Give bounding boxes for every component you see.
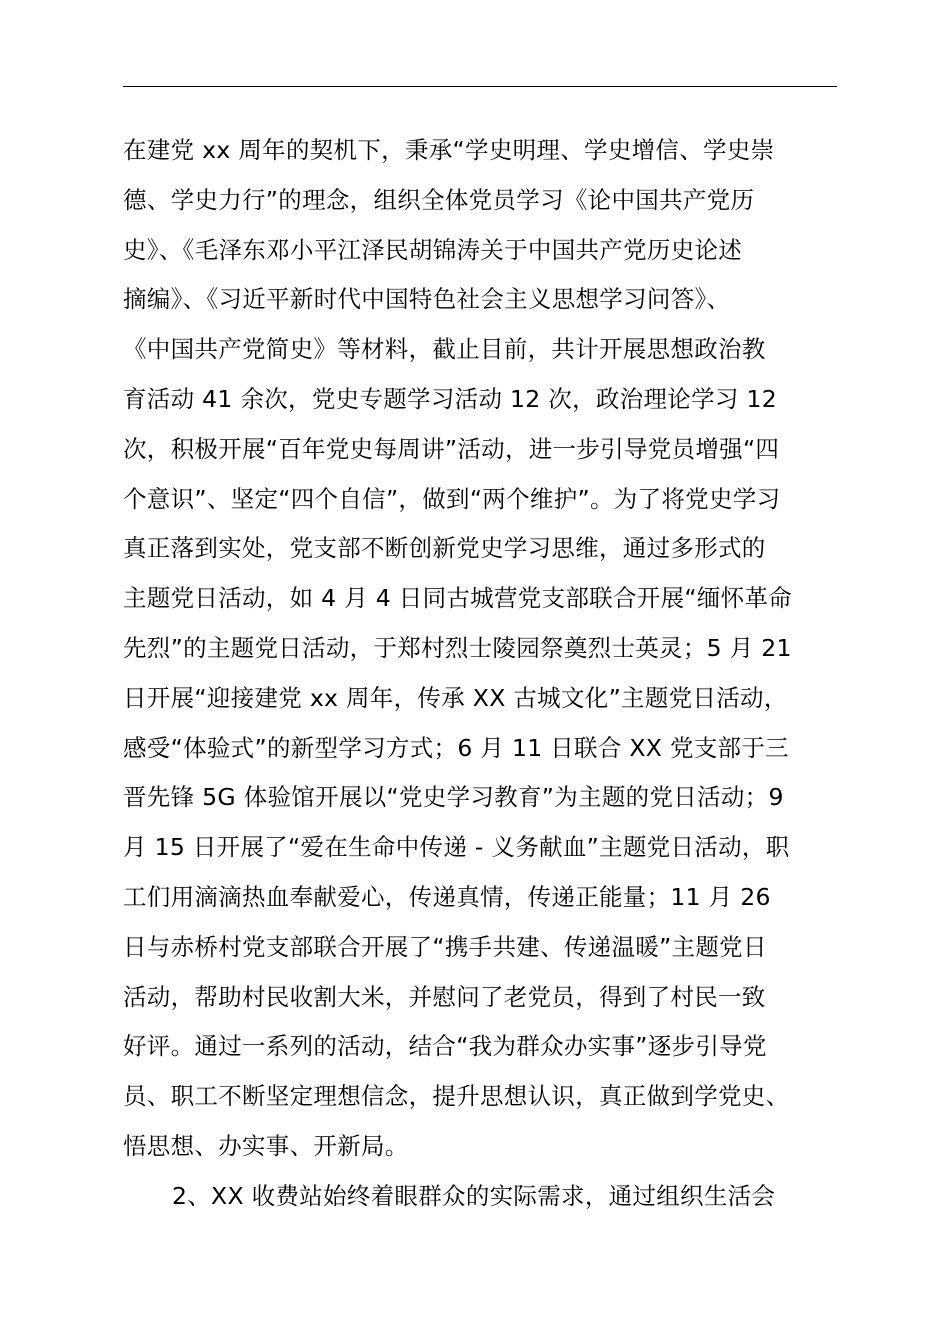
text-line: 好评。通过一系列的活动，结合“我为群众办实事”逐步引导党 <box>123 1032 767 1061</box>
text-line: 真正落到实处，党支部不断创新党史学习思维，通过多形式的 <box>123 534 766 563</box>
document-body <box>123 126 873 1222</box>
text-line: 德、学史力行”的理念，组织全体党员学习《论中国共产党历 <box>123 185 755 214</box>
text-line: 晋先锋 5G 体验馆开展以“党史学习教育”为主题的党日活动；9 <box>123 783 784 812</box>
paragraph-start-line: 2、XX 收费站始终着眼群众的实际需求，通过组织生活会 <box>172 1181 776 1210</box>
text-line: 先烈”的主题党日活动，于郑村烈士陵园祭奠烈士英灵；5 月 21 <box>123 633 792 662</box>
text-line: 员、职工不断坚定理想信念，提升思想认识，真正做到学党史、 <box>123 1082 790 1111</box>
text-line: 育活动 41 余次，党史专题学习活动 12 次，政治理论学习 12 <box>123 384 777 413</box>
text-line: 活动，帮助村民收割大米，并慰问了老党员，得到了村民一致 <box>123 982 766 1011</box>
text-line: 悟思想、办实事、开新局。 <box>123 1131 409 1160</box>
text-line: 日与赤桥村党支部联合开展了“携手共建、传递温暖”主题党日 <box>123 932 767 961</box>
text-line: 史》、《毛泽东邓小平江泽民胡锦涛关于中国共产党历史论述 <box>123 235 743 264</box>
text-line: 日开展“迎接建党 xx 周年，传承 XX 古城文化”主题党日活动， <box>123 683 788 712</box>
text-line: 工们用滴滴热血奉献爱心，传递真情，传递正能量；11 月 26 <box>123 882 771 911</box>
text-line: 感受“体验式”的新型学习方式；6 月 11 日联合 XX 党支部于三 <box>123 733 789 762</box>
text-line: 在建党 xx 周年的契机下，秉承“学史明理、学史增信、学史崇 <box>123 136 775 164</box>
text-line: 主题党日活动，如 4 月 4 日同古城营党支部联合开展“缅怀革命 <box>123 584 793 613</box>
header-rule <box>123 86 837 87</box>
text-line: 《中国共产党简史》等材料，截止目前，共计开展思想政治教 <box>123 335 766 364</box>
text-line: 次，积极开展“百年党史每周讲”活动，进一步引导党员增强“四 <box>123 434 780 463</box>
text-line: 摘编》、《习近平新时代中国特色社会主义思想学习问答》、 <box>123 285 731 314</box>
text-line: 月 15 日开展了“爱在生命中传递 - 义务献血”主题党日活动，职 <box>123 833 790 862</box>
text-line: 个意识”、坚定“四个自信”，做到“两个维护”。为了将党史学习 <box>123 484 781 513</box>
